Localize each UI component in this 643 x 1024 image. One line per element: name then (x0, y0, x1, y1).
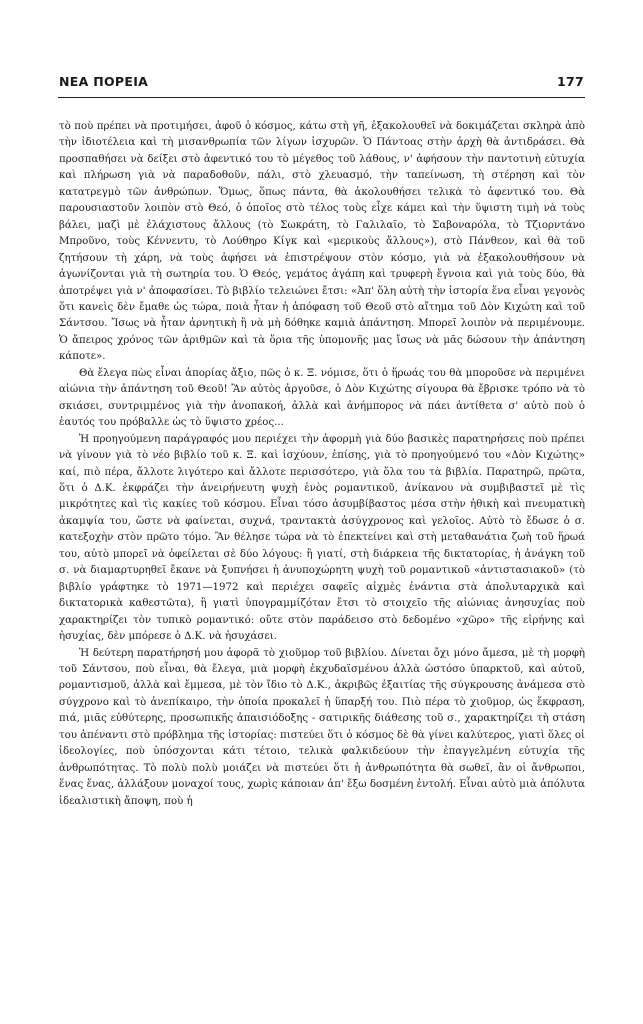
paragraph: Θὰ ἔλεγα πὼς εἶναι ἀπορίας ἄξιο, πῶς ὁ κ. Ξ. νόμισε, ὅτι ὁ ἥρωάς του θὰ μποροῦσε νὰ περιμένει αἰώνια τὴν ἀπάντηση τοῦ Θεοῦ! Ἂν αὐτὸς ἀργοῦσε, ὁ Δὸν Κιχώτης σίγουρα θὰ ἔβρισκε τρόπο νὰ τὸ σκιάσει, συντριμμένος γιὰ τὴν ἀνοπακοή, ἀλλὰ καὶ ἀνήμπορος νὰ πάει ἀντίθετα σ' αὐτὸ ποὺ ὁ ἑαυτός του πρόβαλλε ὡς τὸ ὕψιστο χρέος... (59, 367, 585, 429)
body-text (59, 119, 585, 810)
running-header (59, 74, 584, 89)
header-rule (58, 97, 585, 98)
paragraph: Ἡ προηγούμενη παράγραφός μου περιέχει τὴν ἀφορμὴ γιὰ δύο βασικὲς παρατηρήσεις ποὺ πρέπει νὰ γίνουν γιὰ τὸ νέο βιβλίο τοῦ κ. Ξ. καὶ ἰσχύουν, ἐπίσης, γιὰ τὸ προηγούμενό του «Δὸν Κιχώτης» καί, πιὸ πέρα, ἄλλοτε λιγότερο καὶ ἄλλοτε περισσότερο, γιὰ ὅλα του τὰ βιβλία. Παρατηρῶ, πρῶτα, ὅτι ὁ Δ.Κ. ἐκφράζει τὴν ἀνειρήνευτη ψυχὴ ἑνὸς ρομαντικοῦ, ἀνίκανου νὰ συμβιβαστεῖ μὲ τὶς μικρότητες καὶ τὶς κακίες τοῦ κόσμου. Εἶναι τόσο ἀσυμβίβαστος μέσα στὴν ἠθικὴ καὶ πνευματικὴ ἀκαμψία του, ὥστε νὰ φαίνεται, συχνά, τραντακτὰ ἀσύγχρονος καὶ γελοῖος. Αὐτὸ τὸ ἔδωσε ὁ σ. κατεξοχὴν στὸν πρῶτο τόμο. Ἂν θέλησε τώρα νὰ τὸ ἐπεκτείνει καὶ στὴ μεταθανάτια ζωὴ τοῦ ἥρωά του, αὐτὸ μπορεῖ νὰ ὀφείλεται σὲ δύο λόγους: ἢ γιατί, στὴ διάρκεια τῆς δικτατορίας, ἡ ἀνάγκη τοῦ σ. νὰ διαμαρτυρηθεῖ ἔκανε νὰ ξυπνήσει ἡ ἀνυποχώρητη ψυχὴ τοῦ ρομαντικοῦ «ἀντιστασιακοῦ» (τὸ βιβλίο γράφτηκε τὸ 1971—1972 καὶ περιέχει σαφεῖς αἰχμὲς ἐνάντια στὰ ἀπολυταρχικὰ καὶ δικτατορικὰ καθεστῶτα), ἢ γιατὶ ὑπογραμμίζόταν ἔτσι τὸ στοιχεῖο τῆς αἰώνιας ἀνησυχίας ποὺ χαρακτηρίζει τὸν τυπικὸ ρομαντικό: οὔτε στὸν παράδεισο στὸ δεδομένο «χῶρο» τῆς εἰρήνης καὶ ἡσυχίας, δὲν μπόρεσε ὁ Δ.Κ. νὰ ἡσυχάσει. (59, 433, 585, 643)
paragraph: Ἡ δεύτερη παρατήρησή μου ἀφορᾶ τὸ χιοῦμορ τοῦ βιβλίου. Δίνεται ὄχι μόνο ἄμεσα, μὲ τὴ μορφὴ τοῦ Σάντσου, ποὺ εἶναι, θὰ ἔλεγα, μιὰ μορφὴ ἐκχυδαϊσμένου ἀλλὰ ὡστόσο ὑπαρκτοῦ, καὶ αὐτοῦ, ρομαντισμοῦ, ἀλλὰ καὶ ἔμμεσα, μὲ τὸν ἴδιο τὸ Δ.Κ., ἀκριβῶς ἐξαιτίας τῆς σύγκρουσης ἀνάμεσα στὸ σύγχρονο καὶ τὸ ἀνεπίκαιρο, τὴν ὁποία προκαλεῖ ἡ ὕπαρξή του. Πιὸ πέρα τὸ χιοῦμορ, ὡς ἔκφραση, πιά, μιᾶς εὐθύτερης, προσωπικῆς ἀπαισιόδοξης - σατιρικῆς διάθεσης τοῦ σ., χαρακτηρίζει τὴ στάση του ἀπέναντι στὸ πρόβλημα τῆς ἱστορίας: πιστεύει ὅτι ὁ κόσμος δὲ θὰ γίνει καλύτερος, γιατὶ ὅλες οἱ ἰδεολογίες, ποὺ ὑπόσχονται κάτι τέτοιο, τελικὰ φαλκιδεύουν τὴν ἐπαγγελμένη εὐτυχία τῆς ἀνθρωπότητας. Τὸ πολὺ πολὺ μοιάζει νὰ πιστεύει ὅτι ἡ ἀνθρωπότητα θὰ σωθεῖ, ἂν οἱ ἄνθρωποι, ἕνας ἕνας, ἀλλάξουν μοναχοί τους, χωρὶς κάποιαν ἀπ' ἔξω δοσμένη ἐντολή. Εἶναι αὐτὸ μιὰ ἀπόλυτα ἰδεαλιστικὴ ἄποψη, ποὺ ἡ (59, 647, 585, 807)
page-number: 177 (557, 74, 584, 89)
running-title: ΝΕΑ ΠΟΡΕΙΑ (59, 74, 149, 89)
paragraph: τὸ ποὺ πρέπει νὰ προτιμήσει, ἀφοῦ ὁ κόσμος, κάτω στὴ γῆ, ἐξακολουθεῖ νὰ δοκιμάζεται σκληρὰ ἀπὸ τὴν ἰδιοτέλεια καὶ τὴ μισανθρωπία τῶν λίγων ἰσχυρῶν. Ὁ Πάντοας στὴν ἀρχὴ θὰ ἀντιδράσει. Θὰ προσπαθήσει νὰ δείξει στὸ ἀφεντικό του τὸ μέγεθος τοῦ λάθους, ν' ἀφήσουν τὴν παντοτινὴ εὐτυχία καὶ πλήρωση γιὰ νὰ παραδοθοῦν, πάλι, στὸ χλευασμό, τὴν ταπείνωση, τὴ στέρηση καὶ τὸν κατατρεγμὸ τῶν ἀνθρώπων. Ὅμως, ὅπως πάντα, θὰ ἀκολουθήσει τελικὰ τὸ ἀφεντικό του. Θὰ παρουσιαστοῦν λοιπὸν στὸ Θεό, ὁ ὁποῖος στὸ τέλος τοὺς εἶχε κάμει καὶ τὴν ὕψιστη τιμὴ νὰ τοὺς βάλει, μαζὶ μὲ ἐλάχιστους ἄλλους (τὸ Σωκράτη, τὸ Γαλιλαῖο, τὸ Σαβοναρόλα, τὸ Τζιορντάνο Μπροῦνο, τοὺς Κέννεντυ, τὸ Λούθηρο Κίγκ καὶ «μερικοὺς ἄλλους»), στὸ Πάνθεον, καὶ θὰ τοῦ ζητήσουν τὴ χάρη, νὰ τοὺς ἀφήσει νὰ ἐπιστρέψουν στὸν κόσμο, γιὰ νὰ ἐξακολουθήσουν νὰ ἀγωνίζονται γιὰ τὴ σωτηρία του. Ὁ Θεός, γεμάτος ἀγάπη καὶ τρυφερὴ ἔγνοια καὶ γιὰ τοὺς δύο, θὰ ἀποτρέψει γιὰ ν' ἀποφασίσει. Τὸ βιβλίο τελειώνει ἔτσι: «Ἀπ' ὅλη αὐτὴ τὴν ἱστορία ἕνα εἶναι γεγονὸς ὅτι κανεὶς δὲν ἔμαθε ὡς τώρα, ποιὰ ἦταν ἡ ἀπόφαση τοῦ Θεοῦ στὸ αἴτημα τοῦ Δὸν Κιχώτη καὶ τοῦ Σάντσου. Ἴσως νὰ ἦταν ἀρνητικὴ ἢ νὰ μὴ δόθηκε καμιὰ ἀπάντηση. Μπορεῖ λοιπὸν νὰ περιμένουμε. Ὁ ἄπειρος χρόνος τῶν ἀριθμῶν καὶ τὰ ὅρια τῆς ὑπομονῆς μας ἴσως νὰ μᾶς δώσουν τὴν ἀπάντηση κάποτε». (59, 121, 585, 363)
